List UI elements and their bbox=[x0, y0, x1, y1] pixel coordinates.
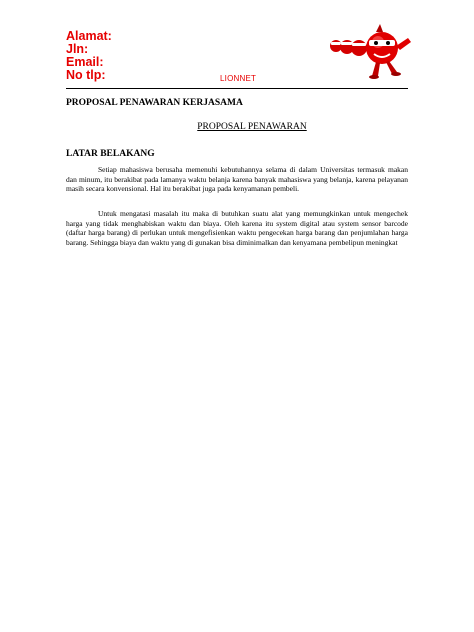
red-mascot-balls-logo-icon bbox=[328, 22, 414, 80]
contact-street-label: Jln: bbox=[66, 42, 89, 56]
header-divider bbox=[66, 88, 408, 89]
contact-email-label: Email: bbox=[66, 55, 104, 69]
paragraph-2: Untuk mengatasi masalah itu maka di butuhkan suatu alat yang memungkinkan untuk mengechek harga yang tidak menghabiskan waktu dan biaya. Oleh karena itu system digital atau system sensor barcode (daftar harga barang) di perlukan untuk mengefisienkan waktu pengecekan harga barang dan penjumlahan harga barang. Sehingga biaya dan waktu yang di gunakan bisa diminimalkan dan kenyamana pembelipun meningkat bbox=[66, 209, 408, 247]
section-heading: LATAR BELAKANG bbox=[66, 149, 155, 159]
contact-address-label: Alamat: bbox=[66, 29, 112, 43]
document-subtitle: PROPOSAL PENAWARAN bbox=[197, 122, 307, 132]
contact-block bbox=[66, 30, 112, 82]
document-heading: PROPOSAL PENAWARAN KERJASAMA bbox=[66, 98, 243, 108]
contact-phone-label: No tlp: bbox=[66, 68, 106, 82]
paragraph-1: Setiap mahasiswa berusaha memenuhi kebutuhannya selama di dalam Universitas termasuk makan dan minum, itu berakibat pada lamanya waktu belanja karena banyak mahasiswa yang belanja, karena pelayanan masih secara konvensional. Hal itu berakibat juga pada kenyamanan pembeli. bbox=[66, 165, 408, 194]
company-name: LIONNET bbox=[220, 74, 257, 83]
